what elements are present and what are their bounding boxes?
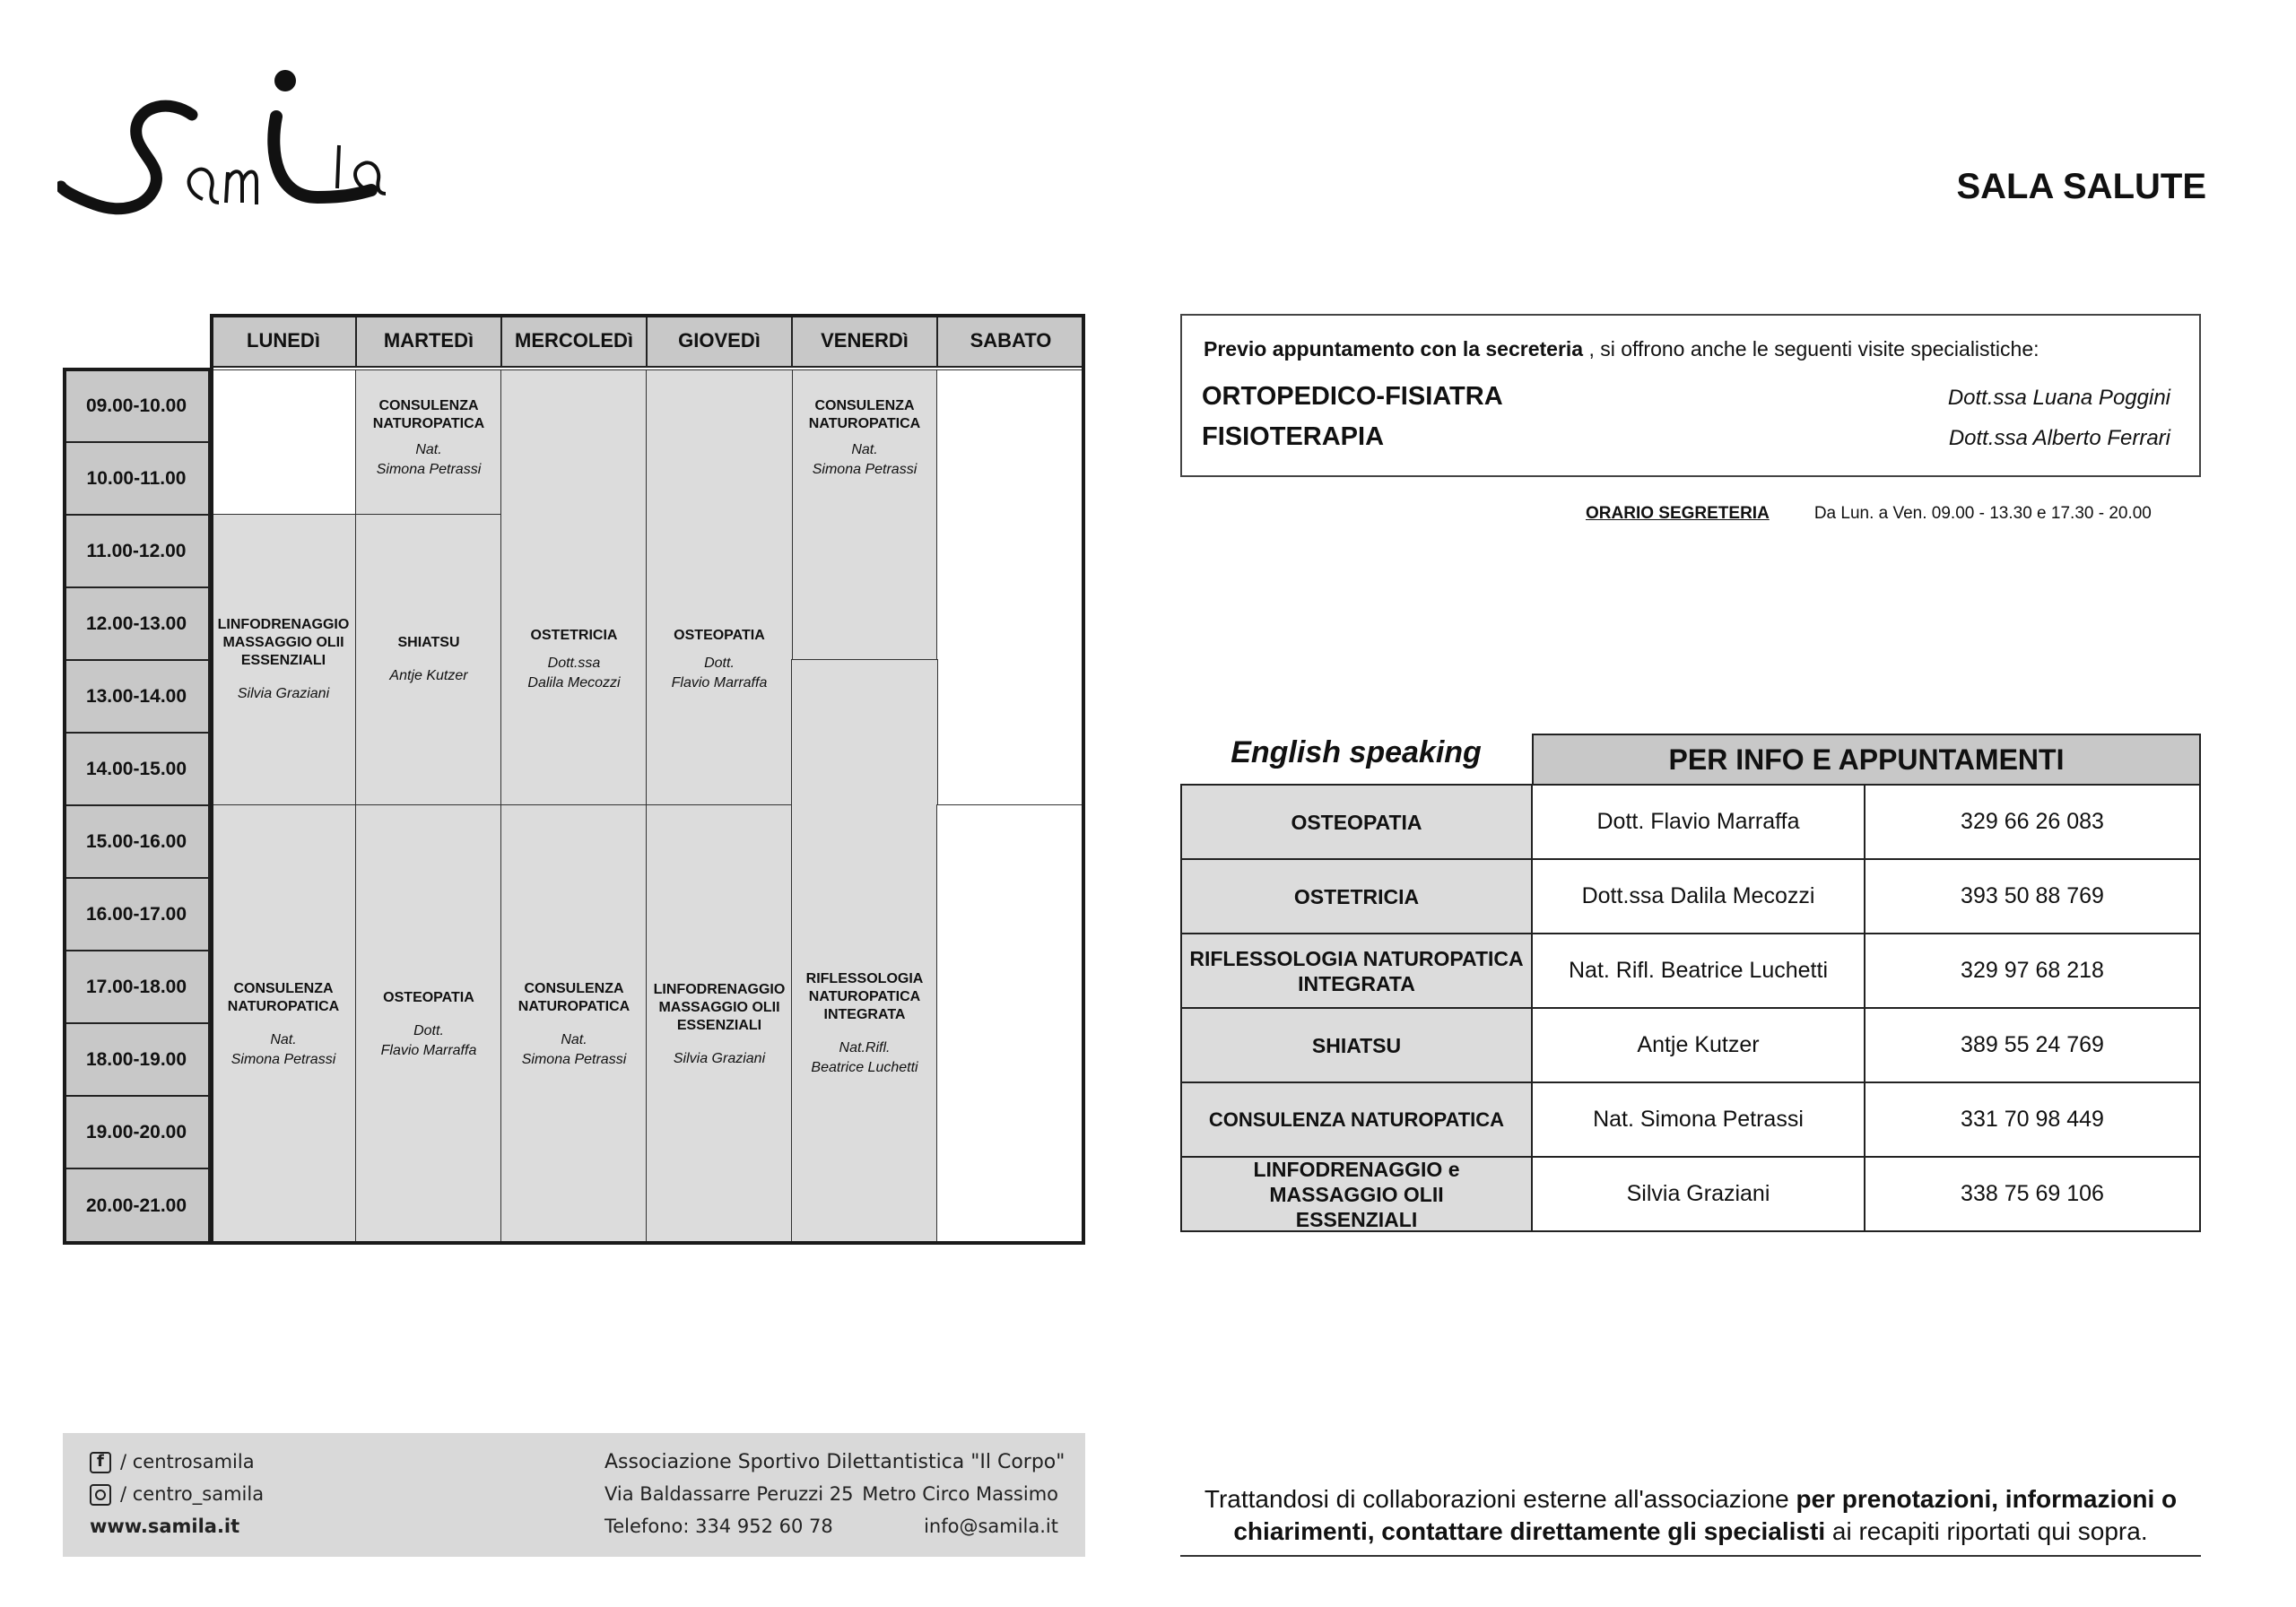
samila-logo <box>57 63 398 233</box>
page-title: SALA SALUTE <box>1956 167 2206 206</box>
event-consulenza-mercoledi <box>500 804 648 1245</box>
specialist-row <box>1202 382 2170 412</box>
event-osteopatia-martedi <box>355 804 502 1245</box>
day-header-venerdi: VENERDì <box>791 314 938 368</box>
event-shiatsu-martedi <box>355 514 502 806</box>
contact-specialty: OSTETRICIA <box>1180 858 1533 934</box>
event-title: OSTETRICIA <box>530 627 618 643</box>
time-slot: 10.00-11.00 <box>63 441 210 516</box>
event-person: Dott.ssa Dalila Mecozzi <box>527 655 621 691</box>
office-hours-value: Da Lun. a Ven. 09.00 - 13.30 e 17.30 - 20.00 <box>1813 504 2152 523</box>
contact-phone[interactable]: 338 75 69 106 <box>1864 1156 2201 1232</box>
facebook-icon: f <box>90 1452 111 1473</box>
time-slot: 18.00-19.00 <box>63 1022 210 1097</box>
event-title: SHIATSU <box>397 635 460 650</box>
event-riflessologia-venerdi <box>791 659 938 1245</box>
event-person: Antje Kutzer <box>389 668 468 683</box>
event-title: CONSULENZA NATUROPATICA <box>372 398 485 431</box>
contact-name: Antje Kutzer <box>1531 1007 1866 1083</box>
day-header-giovedi: GIOVEDì <box>646 314 793 368</box>
contact-specialty: CONSULENZA NATUROPATICA <box>1180 1081 1533 1158</box>
event-person: Nat. Simona Petrassi <box>521 1031 627 1067</box>
contact-row <box>1180 784 2201 860</box>
specialist-visits-box <box>1180 314 2201 477</box>
address: Via Baldassarre Peruzzi 25 <box>604 1483 854 1505</box>
event-title: CONSULENZA NATUROPATICA <box>517 980 631 1014</box>
contact-name: Nat. Rifl. Beatrice Luchetti <box>1531 933 1866 1009</box>
event-person: Nat. Simona Petrassi <box>230 1031 336 1067</box>
event-person: Silvia Graziani <box>673 1050 766 1066</box>
instagram-icon <box>90 1484 111 1506</box>
specialist-name: ORTOPEDICO-FISIATRA <box>1202 382 1503 411</box>
time-slot: 09.00-10.00 <box>63 369 210 443</box>
contact-row <box>1180 933 2201 1009</box>
specialist-name: FISIOTERAPIA <box>1202 422 1385 451</box>
weekly-schedule <box>63 314 1085 1245</box>
contact-phone[interactable]: 329 66 26 083 <box>1864 784 2201 860</box>
day-header-martedi: MARTEDì <box>355 314 502 368</box>
event-ostetricia-mercoledi <box>500 369 648 806</box>
event-person: Nat. Simona Petrassi <box>376 442 482 477</box>
contact-row <box>1180 858 2201 934</box>
phone: Telefono: 334 952 60 78 <box>604 1516 833 1537</box>
association-name: Associazione Sportivo Dilettantistica "Il Corpo" <box>604 1451 1065 1473</box>
contact-name: Silvia Graziani <box>1531 1156 1866 1232</box>
contact-name: Dott.ssa Dalila Mecozzi <box>1531 858 1866 934</box>
divider <box>1180 1555 2201 1557</box>
event-person: Nat.Rifl. Beatrice Luchetti <box>811 1039 918 1075</box>
office-hours-label: ORARIO SEGRETERIA <box>1586 504 1770 523</box>
specialist-doctor: Dott.ssa Alberto Ferrari <box>1948 426 2170 450</box>
event-title: OSTEOPATIA <box>674 627 765 643</box>
facebook-link[interactable]: f / centrosamila <box>90 1451 255 1473</box>
office-hours <box>1586 504 2152 524</box>
email-link[interactable]: info@samila.it <box>924 1516 1058 1537</box>
contact-specialty: RIFLESSOLOGIA NATUROPATICA INTEGRATA <box>1180 933 1533 1009</box>
contact-phone[interactable]: 329 97 68 218 <box>1864 933 2201 1009</box>
time-slot: 20.00-21.00 <box>63 1168 210 1245</box>
time-slot: 14.00-15.00 <box>63 732 210 806</box>
info-intro: Previo appuntamento con la secreteria , si offrono anche le seguenti visite specialistiche: <box>1204 337 2039 360</box>
time-slot: 11.00-12.00 <box>63 514 210 588</box>
event-title: CONSULENZA NATUROPATICA <box>227 980 340 1014</box>
event-consulenza-venerdi <box>791 369 938 661</box>
time-slot: 13.00-14.00 <box>63 659 210 734</box>
event-osteopatia-giovedi <box>646 369 793 806</box>
event-title: LINFODRENAGGIO MASSAGGIO OLII ESSENZIALI <box>217 617 350 668</box>
contacts-table <box>1180 734 2201 1243</box>
empty-slot <box>210 369 357 515</box>
event-title: RIFLESSOLOGIA NATUROPATICA INTEGRATA <box>805 970 924 1022</box>
specialist-row <box>1202 422 2170 452</box>
day-header-mercoledi: MERCOLEDì <box>500 314 648 368</box>
metro-stop: Metro Circo Massimo <box>862 1483 1058 1505</box>
contact-row <box>1180 1156 2201 1232</box>
event-consulenza-lunedi <box>210 804 357 1245</box>
contact-phone[interactable]: 331 70 98 449 <box>1864 1081 2201 1158</box>
day-header-lunedi: LUNEDì <box>210 314 357 368</box>
instagram-link[interactable]: / centro_samila <box>90 1483 264 1506</box>
contact-phone[interactable]: 389 55 24 769 <box>1864 1007 2201 1083</box>
time-slot: 12.00-13.00 <box>63 586 210 661</box>
event-title: CONSULENZA NATUROPATICA <box>808 398 921 431</box>
time-slot: 17.00-18.00 <box>63 950 210 1024</box>
time-slot: 15.00-16.00 <box>63 804 210 879</box>
event-consulenza-martedi <box>355 369 502 515</box>
contact-name: Nat. Simona Petrassi <box>1531 1081 1866 1158</box>
event-linfodrenaggio-giovedi <box>646 804 793 1245</box>
contact-specialty: LINFODRENAGGIO e MASSAGGIO OLII ESSENZIALI <box>1180 1156 1533 1232</box>
event-title: OSTEOPATIA <box>383 989 474 1005</box>
website-link[interactable]: www.samila.it <box>90 1516 240 1537</box>
contact-row <box>1180 1081 2201 1158</box>
footer-bar <box>63 1433 1085 1557</box>
contact-row <box>1180 1007 2201 1083</box>
event-person: Dott. Flavio Marraffa <box>671 655 768 691</box>
specialist-doctor: Dott.ssa Luana Poggini <box>1947 386 2170 410</box>
event-title: LINFODRENAGGIO MASSAGGIO OLII ESSENZIALI <box>653 981 786 1033</box>
contact-specialty: SHIATSU <box>1180 1007 1533 1083</box>
empty-slot <box>936 369 1085 806</box>
time-slot: 19.00-20.00 <box>63 1095 210 1169</box>
time-slot: 16.00-17.00 <box>63 877 210 951</box>
disclaimer: Trattandosi di collaborazioni esterne all'associazione per prenotazioni, informazioni o chiarimenti, contattare direttamente gli specialisti ai recapiti riportati qui sopra. <box>1204 1485 2178 1545</box>
contacts-header: PER INFO E APPUNTAMENTI <box>1532 734 2201 786</box>
english-speaking-label: English speaking <box>1231 735 1482 769</box>
event-person: Nat. Simona Petrassi <box>812 442 918 477</box>
contact-specialty: OSTEOPATIA <box>1180 784 1533 860</box>
event-person: Silvia Graziani <box>237 686 330 701</box>
day-header-sabato: SABATO <box>936 314 1085 368</box>
event-linfodrenaggio-lunedi <box>210 514 357 806</box>
contact-name: Dott. Flavio Marraffa <box>1531 784 1866 860</box>
contact-phone[interactable]: 393 50 88 769 <box>1864 858 2201 934</box>
event-person: Dott. Flavio Marraffa <box>380 1022 477 1058</box>
empty-slot <box>936 804 1085 1245</box>
